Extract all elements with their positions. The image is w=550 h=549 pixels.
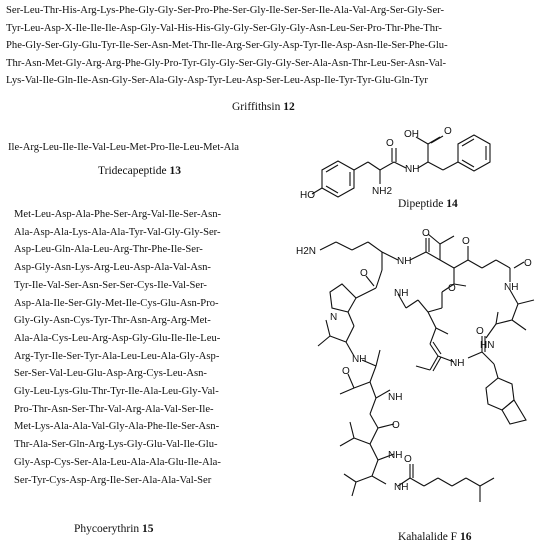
sequence-line: Ser-Ser-Val-Leu-Glu-Asp-Arg-Cys-Leu-Asn- xyxy=(14,368,207,380)
sequence-line: Phe-Gly-Ser-Gly-Glu-Tyr-Ile-Ser-Asn-Met-Thr-Ile-Arg-Ser-Gly-Asp-Tyr-Ile-Asp-Asn-Ile-Ser-Phe-Glu- xyxy=(6,40,448,52)
carbonyl-oxygen-label: O xyxy=(404,454,412,465)
kahalalide-f-structure xyxy=(290,228,548,518)
compound-name: Dipeptide xyxy=(398,198,444,210)
sequence-line: Met-Lys-Ala-Ala-Val-Gly-Ala-Phe-Ile-Ser-Asn- xyxy=(14,421,220,433)
phycoerythrin-label xyxy=(74,523,154,535)
sequence-line: Ser-Leu-Thr-His-Arg-Lys-Phe-Gly-Gly-Ser-Pro-Phe-Ser-Gly-Ile-Ser-Ser-Ile-Ala-Val-Arg-Ser-Gly-Ser- xyxy=(6,5,444,16)
carbonyl-oxygen-label: O xyxy=(422,228,430,239)
amide-nh-label: NH xyxy=(394,288,409,299)
sequence-line: Tyr-Leu-Asp-X-Ile-Ile-Ile-Asp-Gly-Val-His-His-Gly-Gly-Ser-Gly-Gly-Asn-Leu-Ser-Pro-Thr-Phe-Thr- xyxy=(6,22,442,34)
sequence-line: Thr-Asn-Met-Gly-Arg-Arg-Phe-Gly-Pro-Tyr-Gly-Gly-Ser-Gly-Gly-Ser-Ala-Asn-Thr-Leu-Ser-Asn-Val- xyxy=(6,57,447,69)
amide-nh-label: NH xyxy=(394,482,409,493)
tridecapeptide-sequence xyxy=(8,139,239,157)
dipeptide-structure xyxy=(300,88,545,216)
hydroxyl-label: HO xyxy=(300,190,315,201)
griffithsin-label xyxy=(232,101,295,113)
sequence-line: Ile-Arg-Leu-Ile-Ile-Val-Leu-Met-Pro-Ile-Leu-Met-Ala xyxy=(8,142,239,153)
acid-oh-label: OH xyxy=(404,129,419,140)
compound-name: Griffithsin xyxy=(232,101,281,113)
compound-name: Kahalalide F xyxy=(398,531,458,543)
amine-label: NH2 xyxy=(372,186,393,197)
sequence-line: Gly-Asp-Cys-Ser-Ala-Leu-Ala-Ala-Glu-Ile-Ala- xyxy=(14,456,221,468)
sequence-line: Thr-Ala-Ser-Gln-Arg-Lys-Gly-Glu-Val-Ile-Glu- xyxy=(14,439,218,451)
amide-nh-label: NH xyxy=(388,392,403,403)
amide-nh-label: NH xyxy=(504,282,519,293)
sequence-line: Lys-Val-Ile-Gln-Ile-Asn-Gly-Ser-Ala-Gly-Asp-Tyr-Leu-Asp-Ser-Leu-Asp-Ile-Tyr-Tyr-Glu-Gln-Tyr xyxy=(6,75,428,87)
carbonyl-oxygen-label: O xyxy=(476,326,484,337)
griffithsin-sequence xyxy=(6,2,448,90)
dipeptide-label xyxy=(398,198,458,210)
compound-number: 14 xyxy=(446,198,458,210)
kahalalide-f-label xyxy=(398,531,471,543)
compound-name: Phycoerythrin xyxy=(74,523,140,535)
acid-oxygen-label: O xyxy=(444,126,452,137)
sequence-line: Tyr-Ile-Val-Ser-Asn-Ser-Ser-Cys-Ile-Val-Ser- xyxy=(14,279,207,291)
carbonyl-oxygen-label: O xyxy=(342,366,350,377)
sequence-line: Ser-Tyr-Cys-Asp-Arg-Ile-Ser-Ala-Ala-Val-Ser xyxy=(14,474,212,486)
tridecapeptide-label xyxy=(98,165,181,177)
phycoerythrin-sequence xyxy=(14,206,221,489)
sequence-line: Ala-Ala-Cys-Leu-Arg-Asp-Gly-Glu-Ile-Ile-Leu- xyxy=(14,332,221,344)
compound-number: 13 xyxy=(169,165,181,177)
carbonyl-oxygen-label: O xyxy=(360,268,368,279)
proline-n-label: N xyxy=(330,312,338,323)
carbonyl-oxygen-label: O xyxy=(386,138,394,149)
sequence-line: Gly-Gly-Asn-Cys-Tyr-Thr-Asn-Arg-Arg-Met- xyxy=(14,315,211,327)
amide-nh-label: NH xyxy=(397,256,412,267)
sequence-line: Met-Leu-Asp-Ala-Phe-Ser-Arg-Val-Ile-Ser-Asn- xyxy=(14,209,222,220)
carbonyl-oxygen-label: O xyxy=(462,236,470,247)
carbonyl-oxygen-label: O xyxy=(524,258,532,269)
amide-nh-label: NH xyxy=(352,354,367,365)
sequence-line: Pro-Thr-Asn-Ser-Thr-Val-Arg-Ala-Val-Ser-Ile- xyxy=(14,403,214,415)
amide-nh-label: NH xyxy=(388,450,403,461)
sequence-line: Asp-Gly-Asn-Lys-Arg-Leu-Asp-Ala-Val-Asn- xyxy=(14,262,211,274)
amide-hn-label: HN xyxy=(480,340,495,351)
ester-oxygen-label: O xyxy=(448,283,456,294)
compound-name: Tridecapeptide xyxy=(98,165,167,177)
sequence-line: Asp-Ala-Ile-Ser-Gly-Met-Ile-Cys-Glu-Asn-Pro- xyxy=(14,297,219,309)
amide-nh-label: NH xyxy=(450,358,465,369)
carbonyl-oxygen-label: O xyxy=(392,420,400,431)
sequence-line: Asp-Leu-Gln-Ala-Leu-Arg-Thr-Phe-Ile-Ser- xyxy=(14,244,203,256)
compound-number: 15 xyxy=(142,523,154,535)
sequence-line: Gly-Leu-Lys-Glu-Thr-Tyr-Ile-Ala-Leu-Gly-Val- xyxy=(14,386,219,398)
sequence-line: Ala-Asp-Ala-Lys-Ala-Ala-Tyr-Val-Gly-Gly-Ser- xyxy=(14,226,221,238)
compound-number: 12 xyxy=(283,101,295,113)
amine-label: H2N xyxy=(296,246,317,257)
amide-nh-label: NH xyxy=(405,164,420,175)
sequence-line: Arg-Tyr-Ile-Ser-Tyr-Ala-Leu-Leu-Ala-Gly-Asp- xyxy=(14,350,220,362)
compound-number: 16 xyxy=(459,531,472,543)
